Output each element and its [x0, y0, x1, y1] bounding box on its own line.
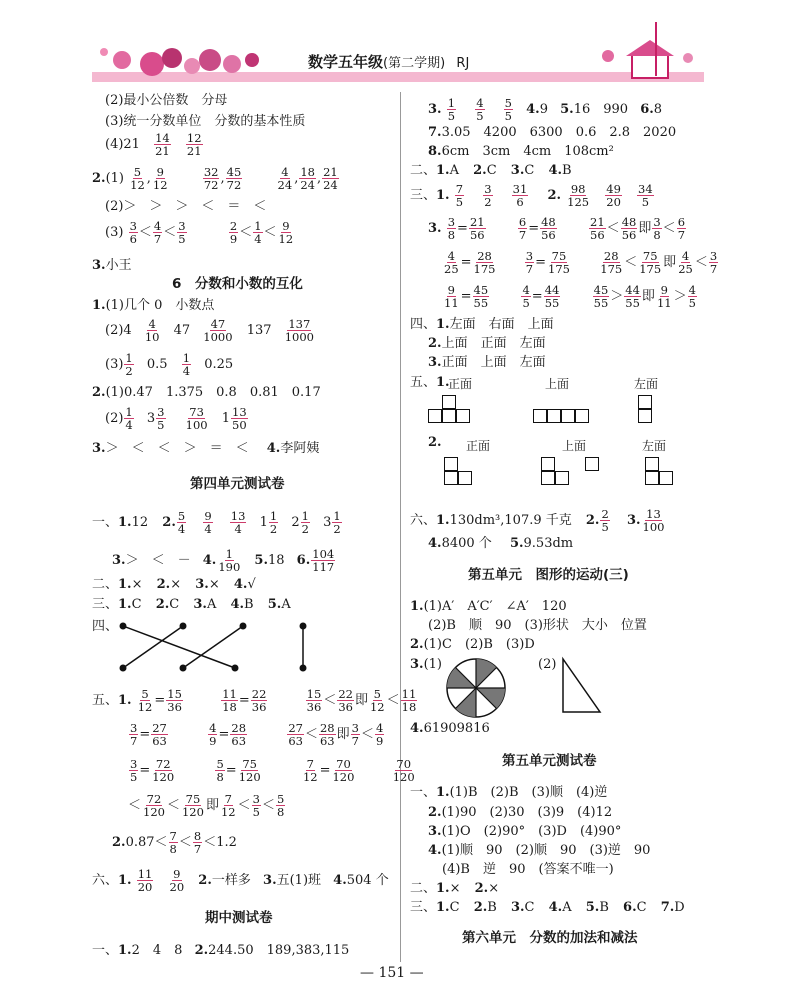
left-line-16: 二、1.× 2.× 3.× 4.√	[92, 577, 256, 592]
view-label-left: 左面	[634, 377, 659, 391]
fraction: $\frac{8}{7}$	[193, 829, 202, 857]
left-line-12: (2) $\frac{1}{4}$ 3 $\frac{3}{5}$ $\frac{73}{100}$ 1 $\frac{13}{50}$	[105, 405, 247, 433]
fraction: $\frac{4}{25}$	[444, 249, 459, 277]
left-line-8: 1.(1)几个 0 小数点	[92, 298, 215, 313]
right-line-27: 三、1.C 2.B 3.C 4.A 5.B 6.C 7.D	[410, 900, 685, 915]
fraction: $\frac{28}{63}$	[231, 721, 247, 749]
right-line-4: 二、1.A 2.C 3.C 4.B	[410, 163, 572, 178]
fraction: $\frac{4}{5}$	[522, 283, 530, 311]
fraction: $\frac{45}{55}$	[593, 283, 609, 311]
fraction: $\frac{3}{2}$	[484, 182, 492, 210]
right-line-9: 四、1.左面 右面 上面	[410, 317, 554, 332]
right-line-23: 3.(1)O (2)90° (3)D (4)90°	[428, 824, 622, 839]
fraction: $\frac{21}{24}$	[323, 165, 338, 193]
fraction: $\frac{5}{4}$	[177, 509, 186, 537]
fraction: $\frac{18}{24}$	[300, 165, 315, 193]
fraction: $\frac{3}{8}$	[653, 215, 661, 243]
fraction: $\frac{5}{5}$	[504, 96, 512, 124]
fraction: $\frac{75}{120}$	[238, 757, 261, 785]
right-line-8: $\frac{9}{11}$ = $\frac{45}{55}$ $\frac{4}{5}$ = $\frac{44}{55}$ $\frac{45}{55}$ ＞ $\frac{44}{55}$ 即 $\frac{9}{11}$ ＞ $\frac{4}{5}$	[444, 283, 696, 311]
front-view-1	[428, 395, 488, 429]
fraction: $\frac{3}{6}$	[129, 219, 137, 247]
fraction: $\frac{13}{50}$	[232, 405, 247, 433]
right-line-26: 二、1.× 2.×	[410, 881, 500, 896]
fraction: $\frac{47}{1000}$	[203, 317, 233, 345]
fraction: $\frac{3}{5}$	[178, 219, 186, 247]
left-line-22: ＜ $\frac{72}{120}$ ＜ $\frac{75}{120}$ 即 $\frac{7}{12}$ ＜ $\frac{3}{5}$ ＜ $\frac{5}{8}$	[128, 792, 285, 820]
fraction: $\frac{75}{120}$	[181, 792, 204, 820]
view-label-left: 左面	[642, 439, 667, 453]
top-view-2	[541, 457, 611, 491]
fraction: $\frac{2}{5}$	[601, 507, 609, 535]
fraction: $\frac{104}{117}$	[312, 547, 335, 575]
fraction: $\frac{5}{12}$	[369, 687, 385, 715]
triangle-figure	[560, 656, 604, 716]
left-line-23: 2.0.87＜ $\frac{7}{8}$ ＜ $\frac{8}{7}$ ＜1.2	[112, 829, 237, 857]
fraction: $\frac{6}{7}$	[677, 215, 686, 243]
left-line-17: 三、1.C 2.C 3.A 4.B 5.A	[92, 597, 291, 612]
fraction: $\frac{1}{4}$	[182, 351, 191, 379]
right-line-24: 4.(1)顺 90 (2)顺 90 (3)逆 90	[428, 843, 651, 858]
left-view-2	[645, 457, 685, 491]
fraction: $\frac{3}{5}$	[130, 757, 138, 785]
fraction: $\frac{21}{56}$	[469, 215, 485, 243]
right-line-7: $\frac{4}{25}$ = $\frac{28}{175}$ $\frac{3}{7}$ = $\frac{75}{175}$ $\frac{28}{175}$ ＜ $\frac{75}{175}$ 即 $\frac{4}{25}$ ＜ $\frac{3}{7}$	[444, 249, 718, 277]
right-line-10: 2.上面 正面 左面	[428, 336, 546, 351]
view-label-front: 正面	[466, 439, 491, 453]
fraction: $\frac{1}{4}$	[254, 219, 262, 247]
right-line-3: 8.6cm 3cm 4cm 108cm²	[428, 144, 614, 159]
pie-rotation-figure	[444, 656, 508, 720]
fraction: $\frac{44}{55}$	[625, 283, 640, 311]
fraction: $\frac{5}{12}$	[130, 165, 145, 193]
fraction: $\frac{3}{7}$	[709, 249, 718, 277]
fraction: $\frac{4}{7}$	[153, 219, 162, 247]
fraction: $\frac{7}{8}$	[169, 829, 177, 857]
section-title: 6 分数和小数的互化	[172, 276, 303, 292]
fraction: $\frac{27}{63}$	[152, 721, 167, 749]
right-line-20: 4.61909816	[410, 721, 490, 736]
fraction: $\frac{1}{2}$	[333, 509, 341, 537]
right-line-5: 三、1. $\frac{7}{5}$ $\frac{3}{2}$ $\frac{31}{6}$ 2. $\frac{98}{125}$ $\frac{49}{20}$ $\frac{34}{5}$	[410, 182, 653, 210]
view-label-top: 上面	[562, 439, 587, 453]
right-line-22: 2.(1)90 (2)30 (3)9 (4)12	[428, 805, 613, 820]
fraction: $\frac{45}{72}$	[226, 165, 242, 193]
fraction: $\frac{4}{24}$	[277, 165, 293, 193]
fraction: $\frac{11}{18}$	[401, 687, 417, 715]
fraction: $\frac{5}{8}$	[216, 757, 224, 785]
right-line-21: 一、1.(1)B (2)B (3)顺 (4)逆	[410, 785, 608, 800]
fraction: $\frac{28}{175}$	[473, 249, 496, 277]
fraction: $\frac{13}{4}$	[230, 509, 246, 537]
fraction: $\frac{13}{100}$	[642, 507, 665, 535]
fraction: $\frac{21}{56}$	[590, 215, 605, 243]
fraction: $\frac{75}{175}$	[548, 249, 570, 277]
section-title: 第五单元测试卷	[502, 753, 597, 769]
fraction: $\frac{1}{190}$	[218, 547, 241, 575]
fraction: $\frac{98}{125}$	[567, 182, 590, 210]
fraction: $\frac{137}{1000}$	[284, 317, 314, 345]
fraction: $\frac{48}{56}$	[621, 215, 637, 243]
fraction: $\frac{1}{2}$	[269, 509, 278, 537]
right-line-1: 3. $\frac{1}{5}$ $\frac{4}{5}$ $\frac{5}{5}$ 4.9 5.16 990 6.8	[428, 96, 663, 124]
fraction: $\frac{27}{63}$	[288, 721, 303, 749]
fraction: $\frac{4}{10}$	[144, 317, 160, 345]
fraction: $\frac{32}{72}$	[203, 165, 219, 193]
fraction: $\frac{9}{11}$	[444, 283, 459, 311]
fraction: $\frac{3}{7}$	[525, 249, 534, 277]
fraction: $\frac{34}{5}$	[638, 182, 653, 210]
left-line-21: $\frac{3}{5}$ = $\frac{72}{120}$ $\frac{5}{8}$ = $\frac{75}{120}$ $\frac{7}{12}$ = $\frac{70}{120}$ $\frac{70}{120}$	[130, 757, 415, 785]
left-line-4: 2.(1) $\frac{5}{12}$ , $\frac{9}{12}$ $\frac{32}{72}$ , $\frac{45}{72}$ $\frac{4}{24}$ , $\frac{18}{24}$ , $\frac{21}{24}$	[92, 165, 338, 193]
left-line-25: 一、1.2 4 8 2.244.50 189,383,115	[92, 943, 350, 958]
fraction: $\frac{6}{7}$	[518, 215, 527, 243]
left-line-20: $\frac{3}{7}$ = $\frac{27}{63}$ $\frac{4}{9}$ = $\frac{28}{63}$ $\frac{27}{63}$ ＜ $\frac{28}{63}$ 即 $\frac{3}{7}$ ＜ $\frac{4}{9}$	[130, 721, 384, 749]
section-title: 期中测试卷	[205, 910, 273, 926]
left-line-9: (2)4 $\frac{4}{10}$ 47 $\frac{47}{1000}$ 137 $\frac{137}{1000}$	[105, 317, 314, 345]
fraction: $\frac{15}{36}$	[167, 687, 182, 715]
fraction: $\frac{14}{21}$	[155, 131, 170, 159]
left-line-10: (3) $\frac{1}{2}$ 0.5 $\frac{1}{4}$ 0.25	[105, 351, 234, 379]
fraction: $\frac{9}{12}$	[152, 165, 168, 193]
fraction: $\frac{5}{12}$	[137, 687, 153, 715]
fraction: $\frac{22}{36}$	[338, 687, 353, 715]
left-line-19: 五、1. $\frac{5}{12}$ = $\frac{15}{36}$ $\frac{11}{18}$ = $\frac{22}{36}$ $\frac{15}{36}$ ＜ $\frac{22}{36}$ 即 $\frac{5}{12}$ ＜ $\frac{11}{18}$	[92, 687, 417, 715]
header-decoration-right	[590, 12, 700, 80]
left-line-18: 四、	[92, 619, 119, 634]
header-decoration-left	[92, 30, 292, 80]
left-line-3: (4)21 $\frac{14}{21}$ $\frac{12}{21}$	[105, 131, 202, 159]
fraction: $\frac{5}{8}$	[276, 792, 285, 820]
fraction: $\frac{7}{5}$	[455, 182, 464, 210]
fraction: $\frac{1}{2}$	[301, 509, 309, 537]
fraction: $\frac{3}{5}$	[252, 792, 260, 820]
left-line-13: 3.＞ ＜ ＜ ＞ ＝ ＜ 4.李阿姨	[92, 441, 320, 456]
left-line-1: (2)最小公倍数 分母	[105, 93, 228, 108]
fraction: $\frac{45}{55}$	[473, 283, 489, 311]
section-title: 第四单元测试卷	[190, 476, 285, 492]
fraction: $\frac{4}{5}$	[688, 283, 696, 311]
fraction: $\frac{44}{55}$	[544, 283, 560, 311]
left-line-14: 一、1.12 2. $\frac{5}{4}$ $\frac{9}{4}$ $\frac{13}{4}$ 1 $\frac{1}{2}$ 2 $\frac{1}{2}$ 3 $\frac{1}{2}$	[92, 509, 341, 537]
right-line-6: 3. $\frac{3}{8}$ = $\frac{21}{56}$ $\frac{6}{7}$ = $\frac{48}{56}$ $\frac{21}{56}$ ＜ $\frac{48}{56}$ 即 $\frac{3}{8}$ ＜ $\frac{6}{7}$	[428, 215, 686, 243]
fraction: $\frac{70}{120}$	[392, 757, 415, 785]
left-line-7: 3.小王	[92, 258, 132, 273]
right-line-15: 4.8400 个 5.9.53dm	[428, 536, 574, 551]
fraction: $\frac{4}{9}$	[375, 721, 384, 749]
fraction: $\frac{3}{7}$	[130, 721, 138, 749]
left-line-24: 六、1. $\frac{11}{20}$ $\frac{9}{20}$ 2.一样多 3.五(1)班 4.504 个	[92, 867, 389, 895]
fraction: $\frac{9}{4}$	[204, 509, 212, 537]
fraction: $\frac{75}{175}$	[639, 249, 662, 277]
left-line-5: (2)＞ ＞ ＞ ＜ ＝ ＜	[105, 199, 267, 214]
right-line-14: 六、1.130dm³,107.9 千克 2. $\frac{2}{5}$ 3. $\frac{13}{100}$	[410, 507, 665, 535]
fraction: $\frac{31}{6}$	[512, 182, 528, 210]
fraction: $\frac{70}{120}$	[332, 757, 355, 785]
fraction: $\frac{49}{20}$	[606, 182, 621, 210]
left-line-15: 3.＞ ＜ － 4. $\frac{1}{190}$ 5.18 6. $\frac{104}{117}$	[112, 547, 335, 575]
right-line-13: 2.	[428, 435, 442, 450]
left-view-1	[638, 395, 658, 429]
fraction: $\frac{7}{12}$	[302, 757, 318, 785]
right-line-19: 3.(1)	[410, 657, 442, 672]
fraction: $\frac{15}{36}$	[306, 687, 322, 715]
fraction: $\frac{7}{12}$	[220, 792, 236, 820]
fraction: $\frac{12}{21}$	[186, 131, 202, 159]
fraction: $\frac{11}{18}$	[222, 687, 237, 715]
left-line-6: (3) $\frac{3}{6}$ ＜ $\frac{4}{7}$ ＜ $\frac{3}{5}$ $\frac{2}{9}$ ＜ $\frac{1}{4}$ ＜ $\frac{9}{12}$	[105, 219, 294, 247]
right-line-16: 1.(1)A′ A′C′ ∠A′ 120	[410, 599, 567, 614]
fraction: $\frac{72}{120}$	[152, 757, 175, 785]
flower-icon	[113, 51, 131, 69]
fraction: $\frac{22}{36}$	[251, 687, 267, 715]
fraction: $\frac{9}{12}$	[278, 219, 294, 247]
left-line-2: (3)统一分数单位 分数的基本性质	[105, 114, 306, 129]
fraction: $\frac{2}{9}$	[229, 219, 238, 247]
page-number: — 151 —	[360, 965, 424, 981]
fraction: $\frac{48}{56}$	[541, 215, 556, 243]
view-label-top: 上面	[545, 377, 570, 391]
fraction: $\frac{9}{20}$	[169, 867, 185, 895]
section-title: 第六单元 分数的加法和减法	[462, 930, 638, 946]
column-divider	[400, 92, 401, 962]
fraction: $\frac{73}{100}$	[185, 405, 208, 433]
right-line-11: 3.正面 上面 左面	[428, 355, 546, 370]
fraction: $\frac{3}{8}$	[447, 215, 456, 243]
fraction: $\frac{1}{2}$	[125, 351, 133, 379]
fraction: $\frac{11}{20}$	[137, 867, 153, 895]
fraction: $\frac{4}{5}$	[476, 96, 484, 124]
fraction: $\frac{4}{25}$	[678, 249, 693, 277]
fraction: $\frac{28}{175}$	[600, 249, 623, 277]
fraction: $\frac{1}{4}$	[125, 405, 133, 433]
fraction: $\frac{72}{120}$	[143, 792, 165, 820]
view-label-front: 正面	[448, 377, 473, 391]
fraction: $\frac{3}{7}$	[351, 721, 359, 749]
left-line-11: 2.(1)0.47 1.375 0.8 0.81 0.17	[92, 385, 321, 400]
fraction: $\frac{28}{63}$	[319, 721, 335, 749]
house-icon	[632, 54, 668, 78]
header-title: 数学五年级(第二学期) RJ	[308, 53, 470, 71]
right-line-19b: (2)	[538, 657, 557, 672]
right-line-12: 五、1.	[410, 375, 450, 390]
right-line-17: (2)B 顺 90 (3)形状 大小 位置	[428, 618, 647, 633]
section-title: 第五单元 图形的运动(三)	[468, 567, 629, 583]
right-line-25: (4)B 逆 90 (答案不唯一)	[442, 862, 614, 877]
top-view-1	[533, 409, 593, 429]
fraction: $\frac{3}{5}$	[157, 405, 165, 433]
fraction: $\frac{4}{9}$	[209, 721, 217, 749]
matching-diagram	[115, 618, 315, 674]
fraction: $\frac{1}{5}$	[447, 96, 456, 124]
right-line-18: 2.(1)C (2)B (3)D	[410, 637, 535, 652]
fraction: $\frac{9}{11}$	[656, 283, 672, 311]
front-view-2	[444, 457, 484, 491]
right-line-2: 7.3.05 4200 6300 0.6 2.8 2020	[428, 125, 677, 140]
